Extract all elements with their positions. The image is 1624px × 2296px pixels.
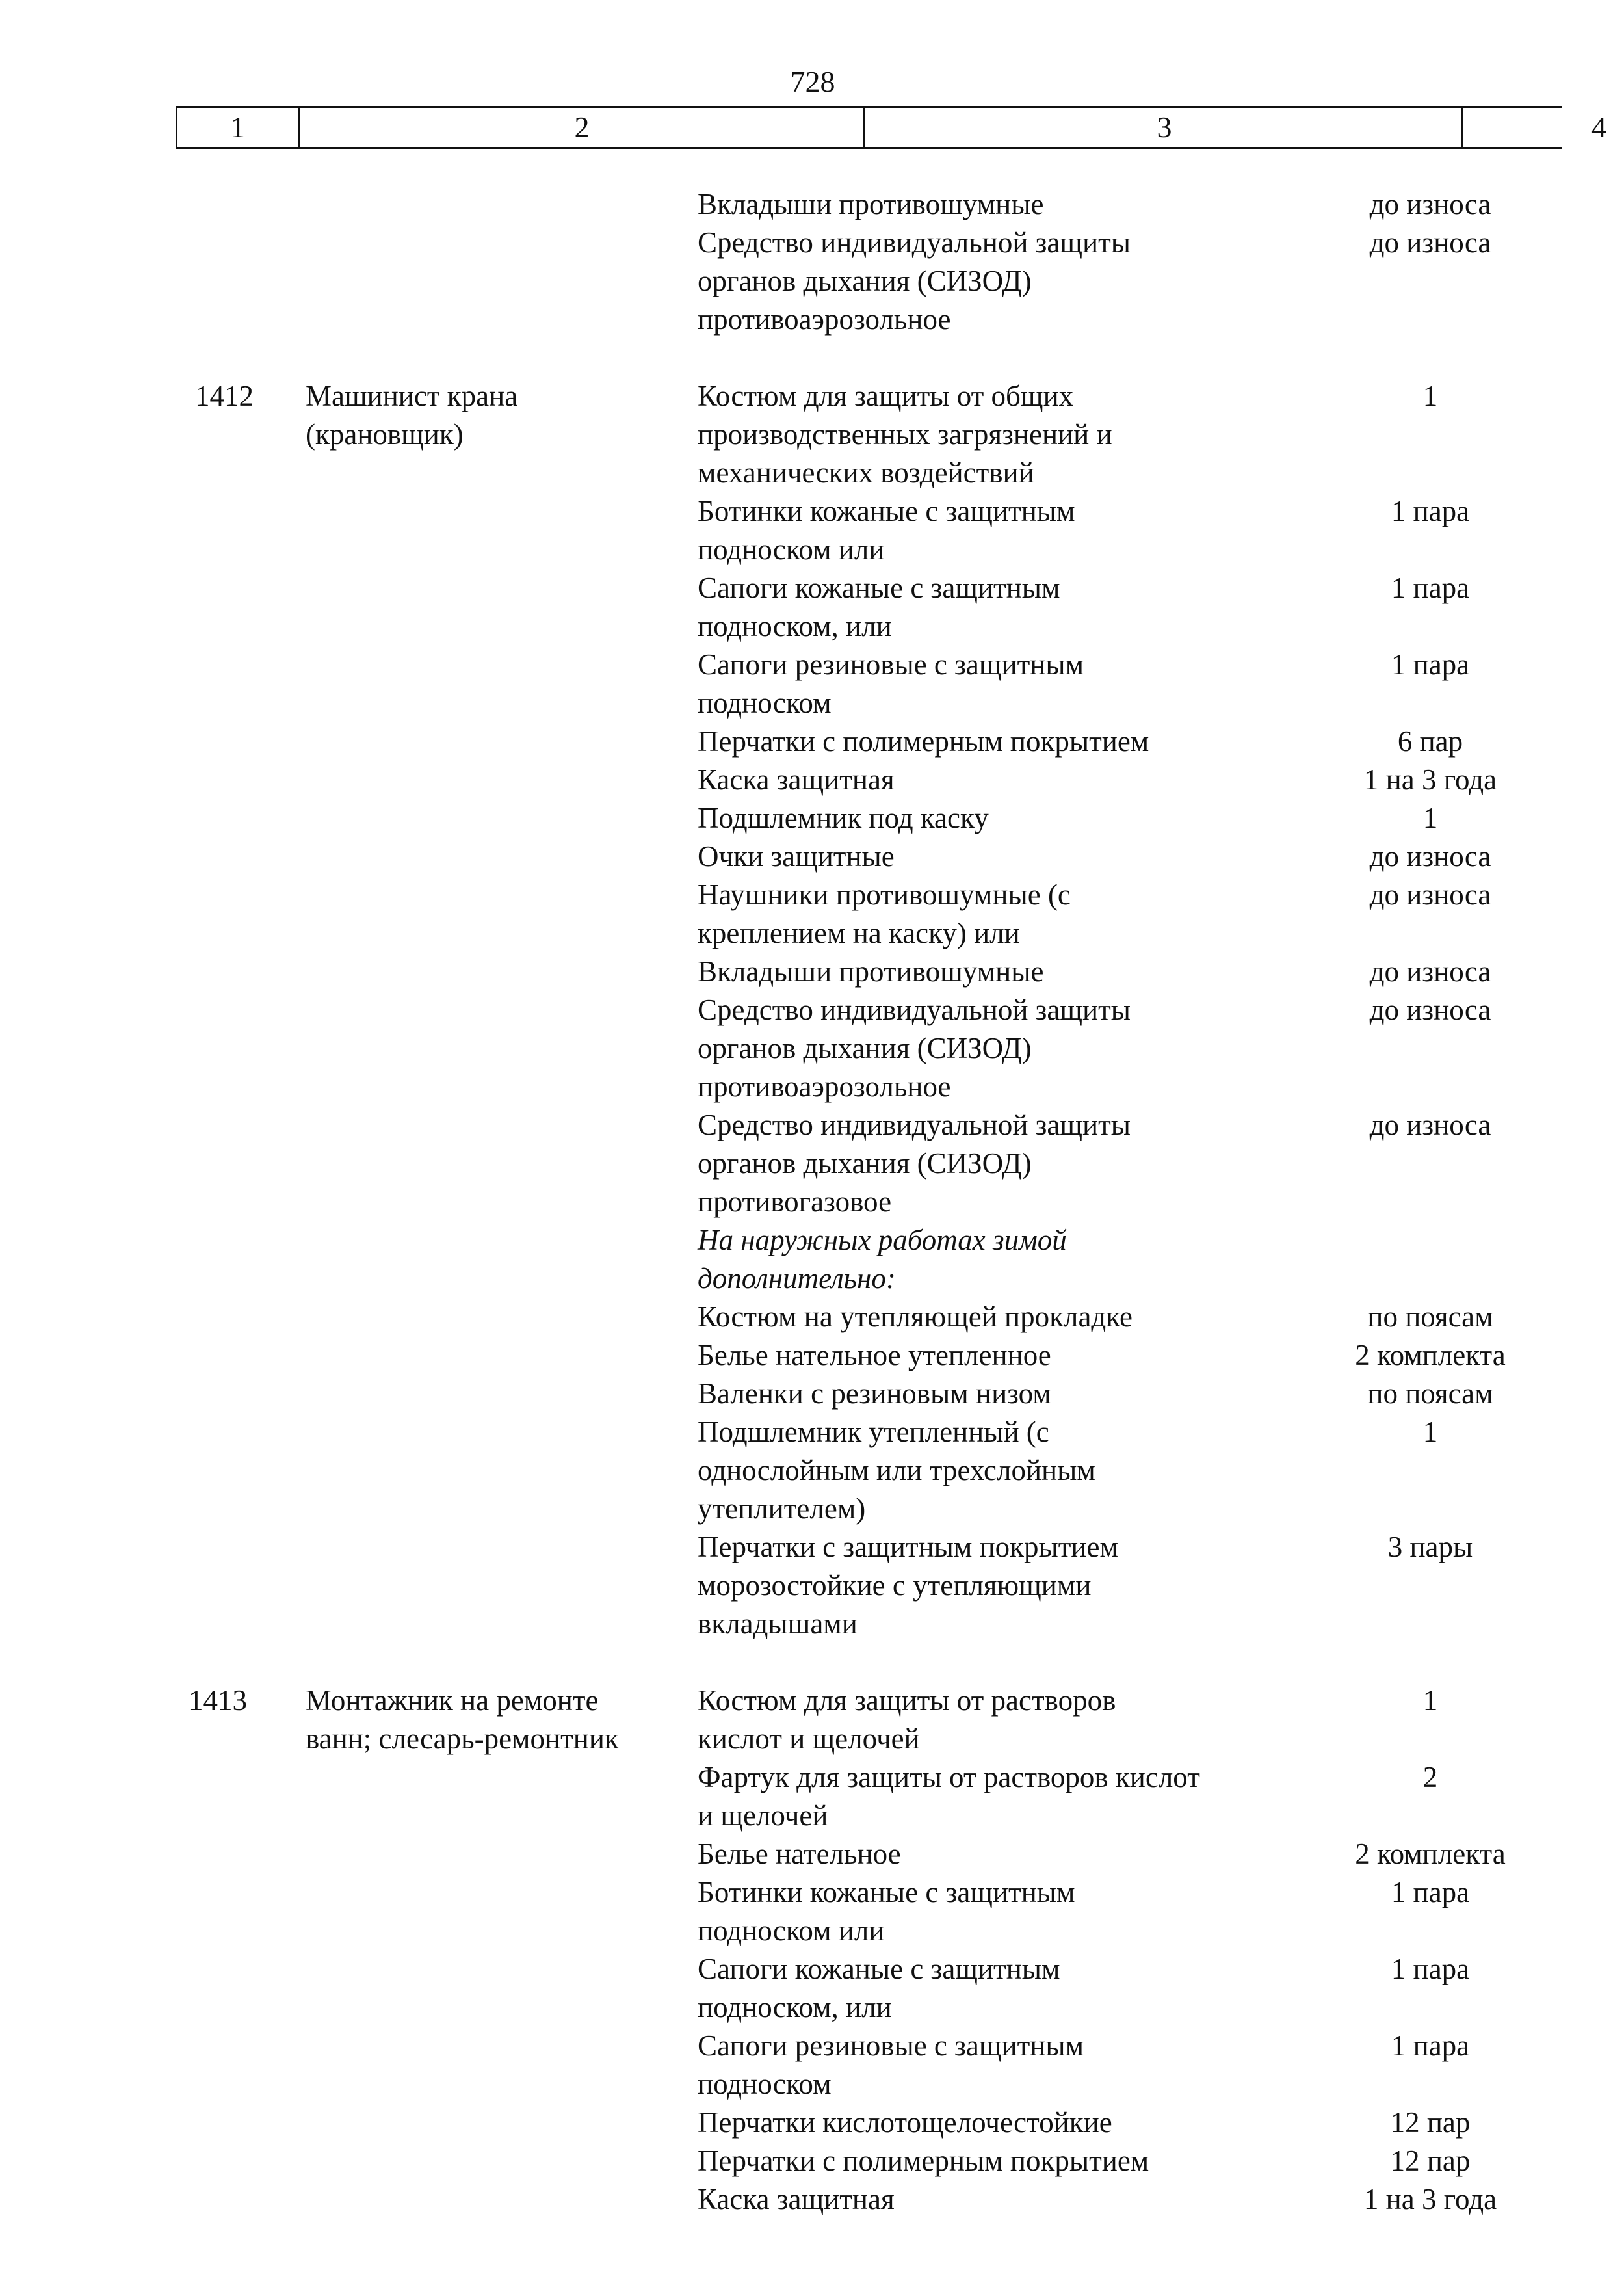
row-1413-norm-3: 1 пара — [1391, 1876, 1470, 1908]
row-job-title-line-1: ванн; слесарь-ремонтник — [306, 1722, 619, 1755]
row-job-title-line-0: Монтажник на ремонте — [306, 1684, 599, 1717]
row-1413-norm-5: 1 пара — [1391, 2029, 1470, 2062]
row-1412-item-0-line-1: производственных загрязнений и — [698, 418, 1112, 451]
continued-norm-0: до износа — [1369, 188, 1491, 220]
row-1412-item-2-line-1: подноском, или — [698, 610, 892, 642]
page-number: 728 — [790, 65, 835, 98]
row-1412-item-2-line-0: Сапоги кожаные с защитным — [698, 572, 1060, 604]
row-1413-item-4-line-1: подноском, или — [698, 1991, 892, 2024]
row-1412-norm-5: 1 на 3 года — [1363, 763, 1497, 796]
header-col-4 — [1461, 108, 1606, 147]
row-1412-norm-2: 1 пара — [1391, 572, 1470, 604]
row-1412-norm-13: по поясам — [1367, 1300, 1493, 1333]
row-1412-item-1-line-1: подноском или — [698, 533, 885, 566]
row-1412-norm-4: 6 пар — [1397, 725, 1463, 758]
row-1413-item-6-line-0: Перчатки кислотощелочестойкие — [698, 2106, 1112, 2139]
row-1412-norm-3: 1 пара — [1391, 648, 1470, 681]
row-1412-norm-11: до износа — [1369, 1109, 1491, 1141]
row-1412-item-17-line-1: морозостойкие с утепляющими — [698, 1569, 1092, 1602]
row-1412-item-14-line-0: Белье нательное утепленное — [698, 1339, 1051, 1371]
row-code: 1412 — [195, 380, 254, 412]
header-col-3: 3 — [863, 108, 1463, 147]
row-1413-item-5-line-0: Сапоги резиновые с защитным — [698, 2029, 1084, 2062]
row-1413-item-3-line-1: подноском или — [698, 1914, 885, 1947]
row-job-title-line-0: Машинист крана — [306, 380, 518, 412]
row-1412-item-11-line-2: противогазовое — [698, 1185, 892, 1218]
row-1413-norm-4: 1 пара — [1391, 1953, 1470, 1985]
row-1413-item-0-line-1: кислот и щелочей — [698, 1722, 920, 1755]
row-1412-norm-8: до износа — [1369, 878, 1491, 911]
row-1413-item-2-line-0: Белье нательное — [698, 1838, 901, 1870]
row-1412-norm-0: 1 — [1422, 380, 1438, 412]
row-1412-item-17-line-0: Перчатки с защитным покрытием — [698, 1531, 1118, 1563]
header-col-2: 2 — [298, 108, 864, 147]
row-1412-item-6-line-0: Подшлемник под каску — [698, 802, 989, 834]
row-1413-item-1-line-0: Фартук для защиты от растворов кислот — [698, 1761, 1200, 1793]
row-1412-item-12-line-0: На наружных работах зимой — [698, 1224, 1067, 1256]
row-1412-item-10-line-2: противоаэрозольное — [698, 1070, 951, 1103]
table-header — [176, 106, 1606, 149]
row-1412-item-11-line-0: Средство индивидуальной защиты — [698, 1109, 1131, 1141]
row-1413-item-3-line-0: Ботинки кожаные с защитным — [698, 1876, 1075, 1908]
row-job-title-line-1: (крановщик) — [306, 418, 464, 451]
row-1412-norm-7: до износа — [1369, 840, 1491, 873]
row-1413-norm-1: 2 — [1422, 1761, 1438, 1793]
row-1412-item-3-line-0: Сапоги резиновые с защитным — [698, 648, 1084, 681]
row-1412-item-11-line-1: органов дыхания (СИЗОД) — [698, 1147, 1032, 1180]
row-1412-item-8-line-1: креплением на каску) или — [698, 917, 1020, 949]
row-1412-norm-17: 3 пары — [1387, 1531, 1473, 1563]
row-1412-item-0-line-2: механических воздействий — [698, 456, 1034, 489]
row-1413-norm-8: 1 на 3 года — [1363, 2183, 1497, 2215]
row-1412-norm-1: 1 пара — [1391, 495, 1470, 527]
row-1412-item-0-line-0: Костюм для защиты от общих — [698, 380, 1074, 412]
continued-item-0-line-0: Вкладыши противошумные — [698, 188, 1044, 220]
row-1412-norm-16: 1 — [1422, 1416, 1438, 1448]
row-1412-item-8-line-0: Наушники противошумные (с — [698, 878, 1071, 911]
row-1412-norm-15: по поясам — [1367, 1377, 1493, 1410]
row-1412-item-16-line-2: утеплителем) — [698, 1492, 866, 1525]
row-1412-item-9-line-0: Вкладыши противошумные — [698, 955, 1044, 988]
row-1412-norm-9: до износа — [1369, 955, 1491, 988]
row-1412-norm-6: 1 — [1422, 802, 1438, 834]
row-1413-norm-2: 2 комплекта — [1355, 1838, 1506, 1870]
row-1412-item-5-line-0: Каска защитная — [698, 763, 895, 796]
row-1412-item-3-line-1: подноском — [698, 687, 832, 719]
row-1412-item-16-line-0: Подшлемник утепленный (с — [698, 1416, 1049, 1448]
row-1413-item-5-line-1: подноском — [698, 2068, 832, 2100]
row-1412-item-10-line-0: Средство индивидуальной защиты — [698, 994, 1131, 1026]
row-1413-item-1-line-1: и щелочей — [698, 1799, 828, 1832]
row-1412-item-4-line-0: Перчатки с полимерным покрытием — [698, 725, 1149, 758]
continued-item-1-line-2: противоаэрозольное — [698, 303, 951, 336]
row-1412-item-16-line-1: однослойным или трехслойным — [698, 1454, 1095, 1486]
header-col-1: 1 — [230, 111, 245, 144]
row-1412-norm-14: 2 комплекта — [1355, 1339, 1506, 1371]
continued-norm-1: до износа — [1369, 226, 1491, 259]
row-1412-item-10-line-1: органов дыхания (СИЗОД) — [698, 1032, 1032, 1064]
row-1413-norm-6: 12 пар — [1390, 2106, 1471, 2139]
continued-item-1-line-0: Средство индивидуальной защиты — [698, 226, 1131, 259]
row-1412-norm-10: до износа — [1369, 994, 1491, 1026]
row-1412-item-15-line-0: Валенки с резиновым низом — [698, 1377, 1051, 1410]
row-1412-item-17-line-2: вкладышами — [698, 1607, 858, 1640]
row-1413-item-8-line-0: Каска защитная — [698, 2183, 895, 2215]
row-1412-item-1-line-0: Ботинки кожаные с защитным — [698, 495, 1075, 527]
row-1413-norm-7: 12 пар — [1390, 2144, 1471, 2177]
row-code: 1413 — [189, 1684, 247, 1717]
row-1413-norm-0: 1 — [1422, 1684, 1438, 1717]
row-1412-item-13-line-0: Костюм на утепляющей прокладке — [698, 1300, 1133, 1333]
row-1413-item-7-line-0: Перчатки с полимерным покрытием — [698, 2144, 1149, 2177]
row-1412-item-12-line-1: дополнительно: — [698, 1262, 896, 1295]
continued-item-1-line-1: органов дыхания (СИЗОД) — [698, 265, 1032, 297]
header-col-4-label: 4 — [1591, 111, 1606, 144]
row-1413-item-0-line-0: Костюм для защиты от растворов — [698, 1684, 1116, 1717]
row-1412-item-7-line-0: Очки защитные — [698, 840, 895, 873]
row-1413-item-4-line-0: Сапоги кожаные с защитным — [698, 1953, 1060, 1985]
